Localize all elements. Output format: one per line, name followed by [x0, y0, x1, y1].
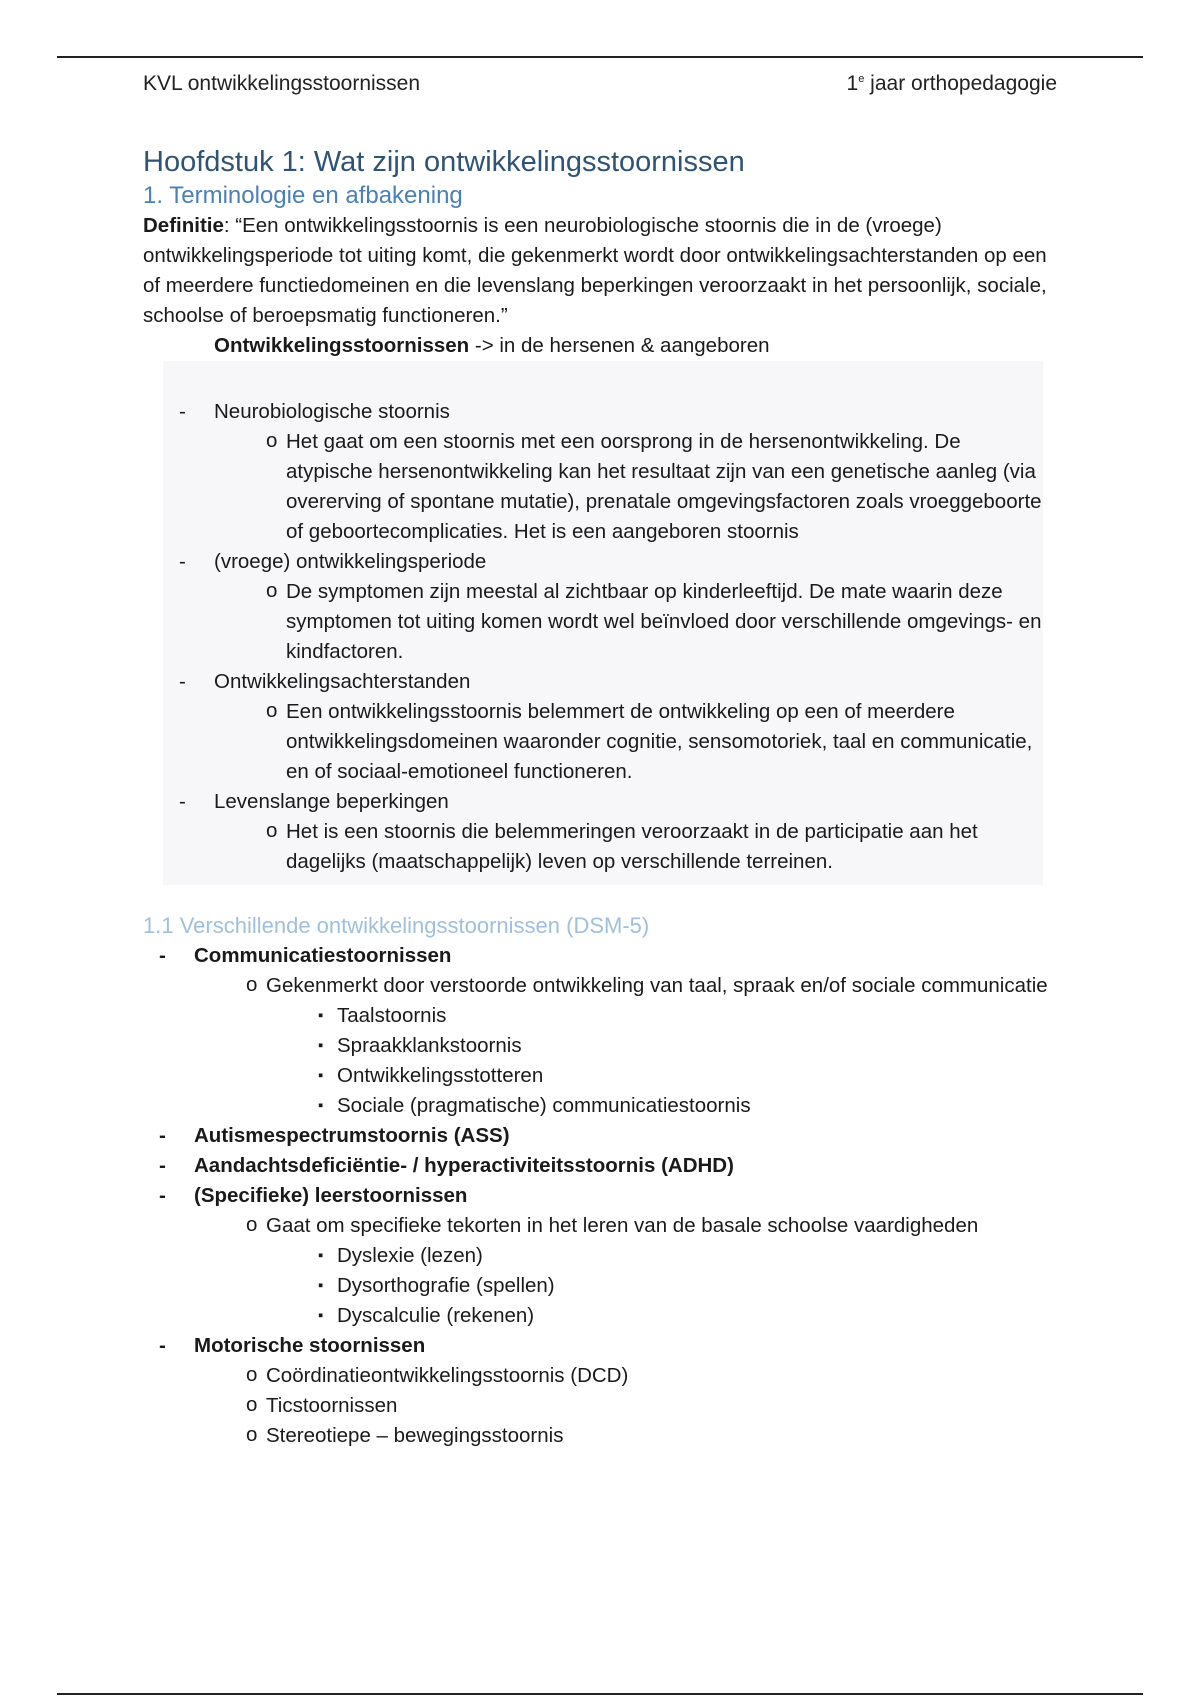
list-item-label: Ontwikkelingsachterstanden [214, 670, 471, 693]
header-year-sup: e [858, 73, 865, 85]
sub-item: ▪ Taalstoornis [143, 1001, 1063, 1031]
list-item-detail: o Coördinatieontwikkelingsstoornis (DCD) [143, 1361, 1063, 1391]
detail-text: Gaat om specifieke tekorten in het leren van de basale schoolse vaardigheden [266, 1214, 979, 1237]
list-item-label: Neurobiologische stoornis [214, 400, 450, 423]
list-item-detail: o Een ontwikkelingsstoornis belemmert de ontwikkeling op een of meerdere ontwikkelingsdomeinen waaronder cognitie, sensomotoriek, taal en communicatie, en of sociaal-emotioneel functioneren. [163, 697, 1043, 787]
definition-paragraph [143, 211, 1063, 331]
list-item [163, 547, 1043, 667]
chapter-title: Hoofdstuk 1: Wat zijn ontwikkelingsstoornissen [143, 146, 745, 178]
section-title-terminologie: 1. Terminologie en afbakening [143, 182, 463, 209]
list-item-detail: o Ticstoornissen [143, 1391, 1063, 1421]
sub-item: ▪ Dysorthografie (spellen) [143, 1271, 1063, 1301]
sub-item: ▪ Spraakklankstoornis [143, 1031, 1063, 1061]
sub-item: ▪ Dyscalculie (rekenen) [143, 1301, 1063, 1331]
summary-rest: -> in de hersenen & aangeboren [469, 334, 770, 357]
footer-rule [57, 1693, 1143, 1695]
list-item-label: (Specifieke) leerstoornissen [194, 1184, 468, 1207]
characteristics-block [163, 361, 1043, 885]
list-item-label: Levenslange beperkingen [214, 790, 449, 813]
definition-text: : “Een ontwikkelingsstoornis is een neurobiologische stoornis die in de (vroege) ontwikkelingsperiode tot uiting komt, die gekenmerkt wordt door ontwikkelingsachterstanden op een of meerdere functiedomeinen en die levenslang beperkingen veroorzaakt in het persoonlijk, sociale, schoolse of beroepsmatig functioneren.” [143, 214, 1047, 327]
summary-line [143, 331, 1063, 361]
disorders-list [143, 941, 1063, 1451]
detail-text: Gekenmerkt door verstoorde ontwikkeling van taal, spraak en/of sociale communicatie [266, 974, 1048, 997]
list-item-detail: o Stereotiepe – bewegingsstoornis [143, 1421, 1063, 1451]
list-item [143, 1181, 1063, 1331]
document-body [143, 144, 1063, 1451]
header-rule [57, 56, 1143, 58]
characteristics-list [163, 397, 1043, 877]
page-header [143, 72, 1057, 96]
header-year-text: jaar orthopedagogie [864, 72, 1057, 95]
definition-label: Definitie [143, 214, 224, 237]
section-title-dsm5: 1.1 Verschillende ontwikkelingsstoornissen (DSM-5) [143, 913, 650, 938]
list-item-detail: o De symptomen zijn meestal al zichtbaar op kinderleeftijd. De mate waarin deze symptomen tot uiting komen wordt wel beïnvloed door verschillende omgevings- en kindfactoren. [163, 577, 1043, 667]
header-course-title: KVL ontwikkelingsstoornissen [143, 72, 421, 95]
list-item-detail [143, 971, 1063, 1121]
list-item-detail [143, 1211, 1063, 1331]
header-year [847, 72, 1057, 96]
list-item [143, 1331, 1063, 1451]
sub-item: ▪ Ontwikkelingsstotteren [143, 1061, 1063, 1091]
list-item-detail: o Het is een stoornis die belemmeringen veroorzaakt in de participatie aan het dagelijks (maatschappelijk) leven op verschillende terreinen. [163, 817, 1043, 877]
sub-item: ▪ Dyslexie (lezen) [143, 1241, 1063, 1271]
list-item: - Aandachtsdeficiëntie- / hyperactiviteitsstoornis (ADHD) [143, 1151, 1063, 1181]
header-year-number: 1 [846, 72, 859, 95]
list-item-label: Motorische stoornissen [194, 1334, 426, 1357]
summary-bold: Ontwikkelingsstoornissen [214, 334, 470, 357]
list-item: - Autismespectrumstoornis (ASS) [143, 1121, 1063, 1151]
list-item-label: (vroege) ontwikkelingsperiode [214, 550, 487, 573]
list-item [163, 787, 1043, 877]
list-item [143, 941, 1063, 1121]
list-item [163, 667, 1043, 787]
list-item [163, 397, 1043, 547]
list-item-label: Communicatiestoornissen [194, 944, 452, 967]
list-item-detail: o Het gaat om een stoornis met een oorsprong in de hersenontwikkeling. De atypische hersenontwikkeling kan het resultaat zijn van een genetische aanleg (via overerving of spontane mutatie), prenatale omgevingsfactoren zoals vroeggeboorte of geboortecomplicaties. Het is een aangeboren stoornis [163, 427, 1043, 547]
sub-item: ▪ Sociale (pragmatische) communicatiestoornis [143, 1091, 1063, 1121]
